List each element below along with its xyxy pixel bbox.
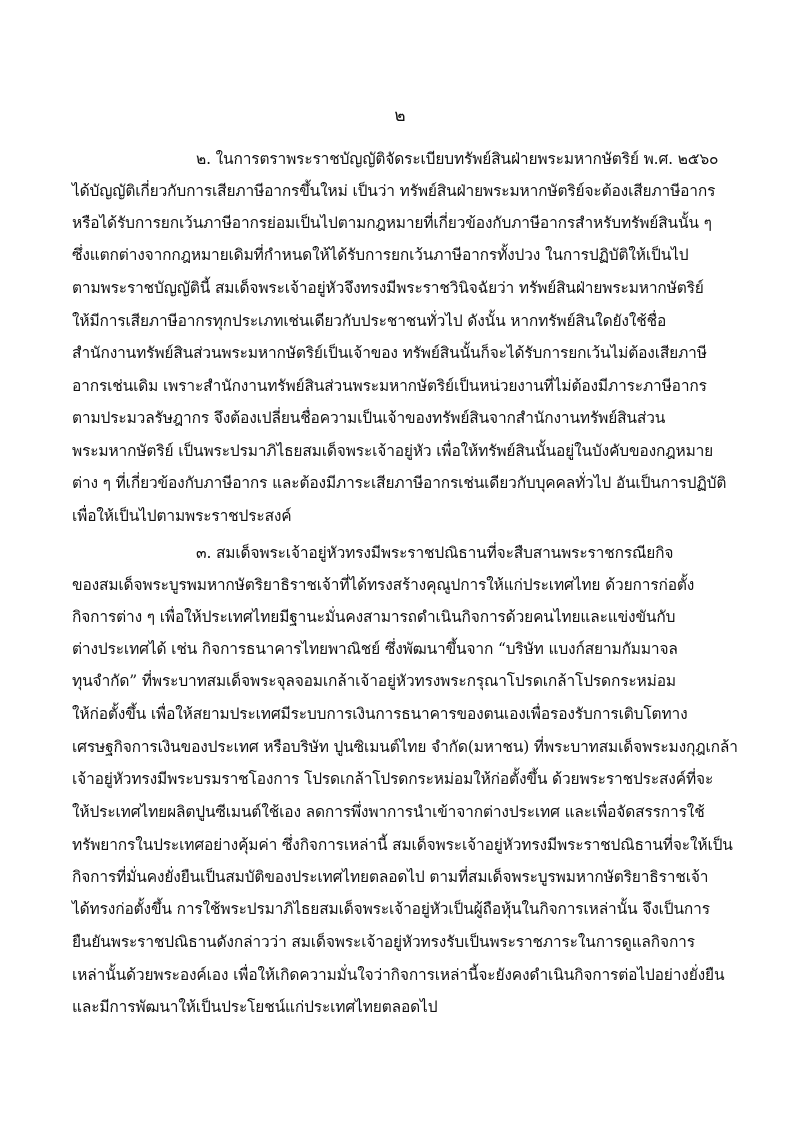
text-line: กิจการต่าง ๆ เพื่อให้ประเทศไทยมีฐานะมั่นคงสามารถดำเนินกิจการด้วยคนไทยและแข่งขันกับ — [72, 608, 676, 626]
text-line: เหล่านั้นด้วยพระองค์เอง เพื่อให้เกิดความมั่นใจว่ากิจการเหล่านี้จะยังคงดำเนินกิจการต่อไปอย่างยั่งยืน — [72, 966, 725, 984]
text-line: เพื่อให้เป็นไปตามพระราชประสงค์ — [72, 507, 292, 525]
text-line: และมีการพัฒนาให้เป็นประโยชน์แก่ประเทศไทยตลอดไป — [72, 998, 438, 1016]
text-line: ตามประมวลรัษฎากร จึงต้องเปลี่ยนชื่อความเป็นเจ้าของทรัพย์สินจากสำนักงานทรัพย์สินส่วน — [72, 409, 666, 427]
text-line: ยืนยันพระราชปณิธานดังกล่าวว่า สมเด็จพระเจ้าอยู่หัวทรงรับเป็นพระราชภาระในการดูแลกิจการ — [72, 933, 695, 951]
text-line: หรือได้รับการยกเว้นภาษีอากรย่อมเป็นไปตามกฎหมายที่เกี่ยวข้องกับภาษีอากรสำหรับทรัพย์สินนั้น ๆ — [72, 214, 712, 232]
text-line: ต่าง ๆ ที่เกี่ยวข้องกับภาษีอากร และต้องมีภาระเสียภาษีอากรเช่นเดียวกับบุคคลทั่วไป อันเป็นการปฏิบัติ — [72, 474, 727, 492]
text-line: ทรัพยากรในประเทศอย่างคุ้มค่า ซึ่งกิจการเหล่านี้ สมเด็จพระเจ้าอยู่หัวทรงมีพระราชปณิธานที่จะให้เป็น — [72, 836, 733, 854]
text-line: ให้ประเทศไทยผลิตปูนซีเมนต์ใช้เอง ลดการพึ่งพาการนำเข้าจากต่างประเทศ และเพื่อจัดสรรการใช้ — [72, 803, 705, 821]
text-line: ได้บัญญัติเกี่ยวกับการเสียภาษีอากรขึ้นใหม่ เป็นว่า ทรัพย์สินฝ่ายพระมหากษัตริย์จะต้องเสียภาษีอากร — [72, 182, 716, 200]
text-line: อากรเช่นเดิม เพราะสำนักงานทรัพย์สินส่วนพระมหากษัตริย์เป็นหน่วยงานที่ไม่ต้องมีภาระภาษีอากร — [72, 377, 707, 395]
text-line: ให้ก่อตั้งขึ้น เพื่อให้สยามประเทศมีระบบการเงินการธนาคารของตนเองเพื่อรองรับการเติบโตทาง — [72, 705, 688, 723]
text-line: ต่างประเทศได้ เช่น กิจการธนาคารไทยพาณิชย์ ซึ่งพัฒนาขึ้นจาก “บริษัท แบงก์สยามกัมมาจล — [72, 640, 678, 658]
text-line: ซึ่งแตกต่างจากกฎหมายเดิมที่กำหนดให้ได้รับการยกเว้นภาษีอากรทั้งปวง ในการปฏิบัติให้เป็นไป — [72, 246, 689, 264]
text-line: เจ้าอยู่หัวทรงมีพระบรมราชโองการ โปรดเกล้าโปรดกระหม่อมให้ก่อตั้งขึ้น ด้วยพระราชประสงค์ที่จะ — [72, 770, 714, 788]
page-number: ๒ — [394, 106, 406, 126]
text-line: ทุนจำกัด” ที่พระบาทสมเด็จพระจุลจอมเกล้าเจ้าอยู่หัวทรงพระกรุณาโปรดเกล้าโปรดกระหม่อม — [72, 672, 676, 690]
text-line: พระมหากษัตริย์ เป็นพระปรมาภิไธยสมเด็จพระเจ้าอยู่หัว เพื่อให้ทรัพย์สินนั้นอยู่ในบังคับของกฎหมาย — [72, 442, 714, 460]
text-line: ได้ทรงก่อตั้งขึ้น การใช้พระปรมาภิไธยสมเด็จพระเจ้าอยู่หัวเป็นผู้ถือหุ้นในกิจการเหล่านั้น จึงเป็นการ — [72, 900, 710, 918]
text-line: ของสมเด็จพระบูรพมหากษัตริยาธิราชเจ้าที่ได้ทรงสร้างคุณูปการให้แก่ประเทศไทย ด้วยการก่อตั้ง — [72, 576, 695, 594]
text-line: เศรษฐกิจการเงินของประเทศ หรือบริษัท ปูนซิเมนต์ไทย จำกัด(มหาชน) ที่พระบาทสมเด็จพระมงกุฎเกล้า — [72, 738, 738, 756]
text-line: ๒. ในการตราพระราชบัญญัติจัดระเบียบทรัพย์สินฝ่ายพระมหากษัตริย์ พ.ศ. ๒๕๖๐ — [196, 150, 719, 168]
text-line: ตามพระราชบัญญัตินี้ สมเด็จพระเจ้าอยู่หัวจึงทรงมีพระราชวินิจฉัยว่า ทรัพย์สินฝ่ายพระมหากษัตริย์ — [72, 279, 704, 297]
text-line: สำนักงานทรัพย์สินส่วนพระมหากษัตริย์เป็นเจ้าของ ทรัพย์สินนั้นก็จะได้รับการยกเว้นไม่ต้องเสียภาษี — [72, 344, 707, 362]
text-line: ให้มีการเสียภาษีอากรทุกประเภทเช่นเดียวกับประชาชนทั่วไป ดังนั้น หากทรัพย์สินใดยังใช้ชื่อ — [72, 312, 667, 330]
text-line: ๓. สมเด็จพระเจ้าอยู่หัวทรงมีพระราชปณิธานที่จะสืบสานพระราชกรณียกิจ — [196, 544, 674, 562]
text-line: กิจการที่มั่นคงยั่งยืนเป็นสมบัติของประเทศไทยตลอดไป ตามที่สมเด็จพระบูรพมหากษัตริยาธิราชเจ้า — [72, 868, 709, 886]
